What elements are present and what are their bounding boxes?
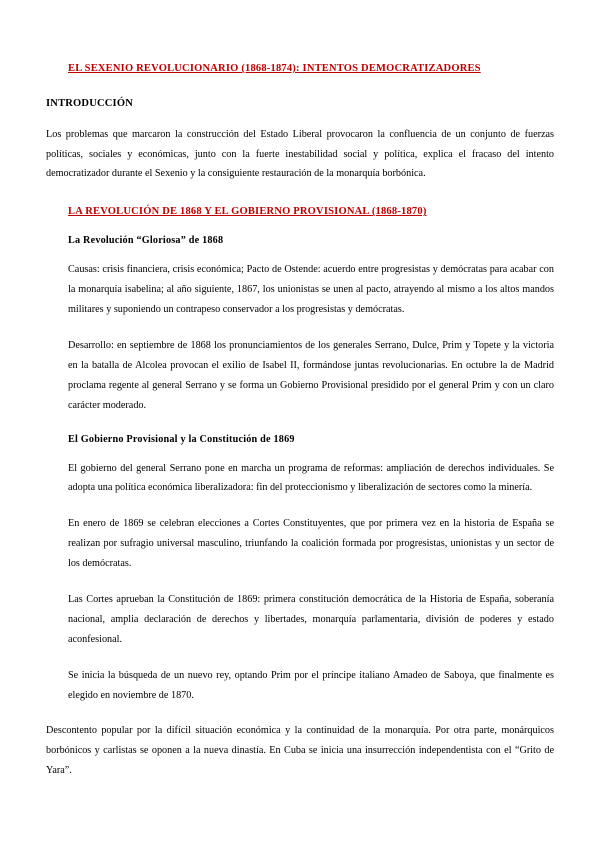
subsection-heading-gloriosa: La Revolución “Gloriosa” de 1868 (68, 235, 224, 247)
section-heading-revolucion-1868: LA REVOLUCIÓN DE 1868 Y EL GOBIERNO PROVISIONAL (1868-1870) (68, 206, 427, 218)
paragraph-gobierno-3: Las Cortes aprueban la Constitución de 1869: primera constitución democrática de la Historia de España, soberanía nacional, amplia declaración de derechos y libertades, monarquía parlamentaria, división de poderes y estado aconfesional. (68, 594, 554, 645)
subsection-heading-gobierno-provisional: El Gobierno Provisional y la Constitución de 1869 (68, 433, 295, 445)
paragraph-gobierno-2: En enero de 1869 se celebran elecciones a Cortes Constituyentes, que por primera vez en la historia de España se realizan por sufragio universal masculino, triunfando la coalición formada por progresistas, unionistas y un sector de los demócratas. (68, 518, 554, 570)
paragraph-gobierno-1: El gobierno del general Serrano pone en marcha un programa de reformas: ampliación de derechos individuales. Se adopta una política económica liberalizadora: fin del proteccionismo y liberalización de sectores como la minería. (68, 462, 554, 494)
paragraph-gloriosa-causas: Causas: crisis financiera, crisis económica; Pacto de Ostende: acuerdo entre progresistas y demócratas para acabar con la monarquía isabelina; al año siguiente, 1867, los unionistas se unen al pacto, atrayendo al mismo a los altos mandos militares y suponiendo un contrapeso conservador a los progresistas y demócratas. (68, 264, 554, 316)
section-heading-introduccion: INTRODUCCIÓN (46, 97, 133, 109)
paragraph-gobierno-4: Se inicia la búsqueda de un nuevo rey, optando Prim por el príncipe italiano Amadeo de Saboya, que finalmente es elegido en noviembre de 1870. (68, 669, 554, 701)
paragraph-gobierno-5: Descontento popular por la difícil situación económica y la continuidad de la monarquía. Por otra parte, monárquicos borbónicos y carlistas se oponen a la nueva dinastía. En Cuba se inicia una insurrección independentista con el “Grito de Yara”. (46, 725, 554, 777)
paragraph-gloriosa-desarrollo: Desarrollo: en septiembre de 1868 los pronunciamientos de los generales Serrano, Dulce, Prim y Topete y la victoria en la batalla de Alcolea provocan el exilio de Isabel II, formándose juntas revolucionarias. En octubre la de Madrid proclama regente al general Serrano y se forma un Gobierno Provisional presidido por el general Prim y con un claro carácter moderado. (68, 339, 554, 411)
page-title: EL SEXENIO REVOLUCIONARIO (1868-1874): INTENTOS DEMOCRATIZADORES (68, 63, 481, 74)
paragraph-intro-1: Los problemas que marcaron la construcción del Estado Liberal provocaron la confluencia de un conjunto de fuerzas políticas, sociales y económicas, junto con la fuerte inestabilidad social y política, explica el fracaso del intento democratizador durante el Sexenio y la consiguiente restauración de la monarquía borbónica. (46, 128, 554, 180)
